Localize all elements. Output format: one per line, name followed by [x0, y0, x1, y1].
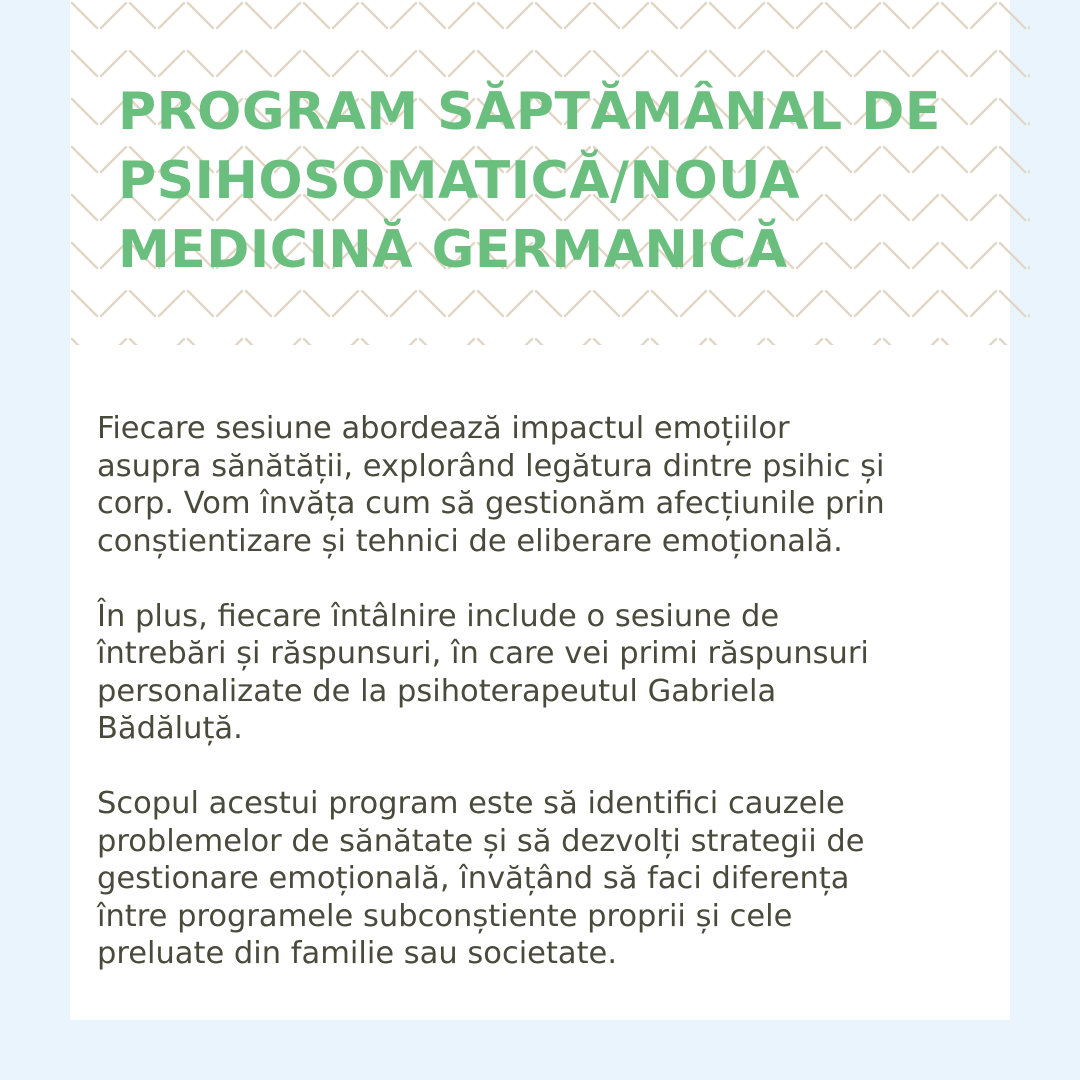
title-line: MEDICINĂ GERMANICĂ	[118, 220, 788, 280]
text-line: asupra sănătății, explorând legătura dintre psihic și	[97, 448, 885, 484]
text-line: Scopul acestui program este să identifici cauzele	[97, 786, 845, 821]
text-line: între programele subconștiente proprii și cele	[97, 898, 793, 934]
text-line: Bădăluță.	[97, 711, 243, 746]
text-line: Fiecare sesiune abordează impactul emoțiilor	[97, 411, 790, 446]
paragraph-purpose	[97, 785, 997, 973]
text-line: preluate din familie sau societate.	[97, 936, 618, 971]
title-line: PROGRAM SĂPTĂMÂNAL DE	[118, 82, 941, 142]
text-line: corp. Vom învăța cum să gestionăm afecțiunile prin	[97, 486, 885, 521]
title-line: PSIHOSOMATICĂ/NOUA	[118, 151, 801, 211]
paragraph-qa	[97, 598, 997, 748]
description	[97, 410, 997, 973]
text-line: problemelor de sănătate și să dezvolți strategii de	[97, 823, 865, 859]
text-line: În plus, fiecare întâlnire include o sesiune de	[97, 598, 780, 634]
paragraph-sessions	[97, 410, 997, 560]
text-line: întrebări și răspunsuri, în care vei primi răspunsuri	[97, 636, 869, 671]
text-line: personalizate de la psihoterapeutul Gabriela	[97, 673, 777, 709]
page-title	[118, 78, 1018, 285]
text-line: gestionare emoțională, învățând să faci diferența	[97, 861, 850, 896]
text-line: conștientizare și tehnici de eliberare emoțională.	[97, 523, 843, 559]
